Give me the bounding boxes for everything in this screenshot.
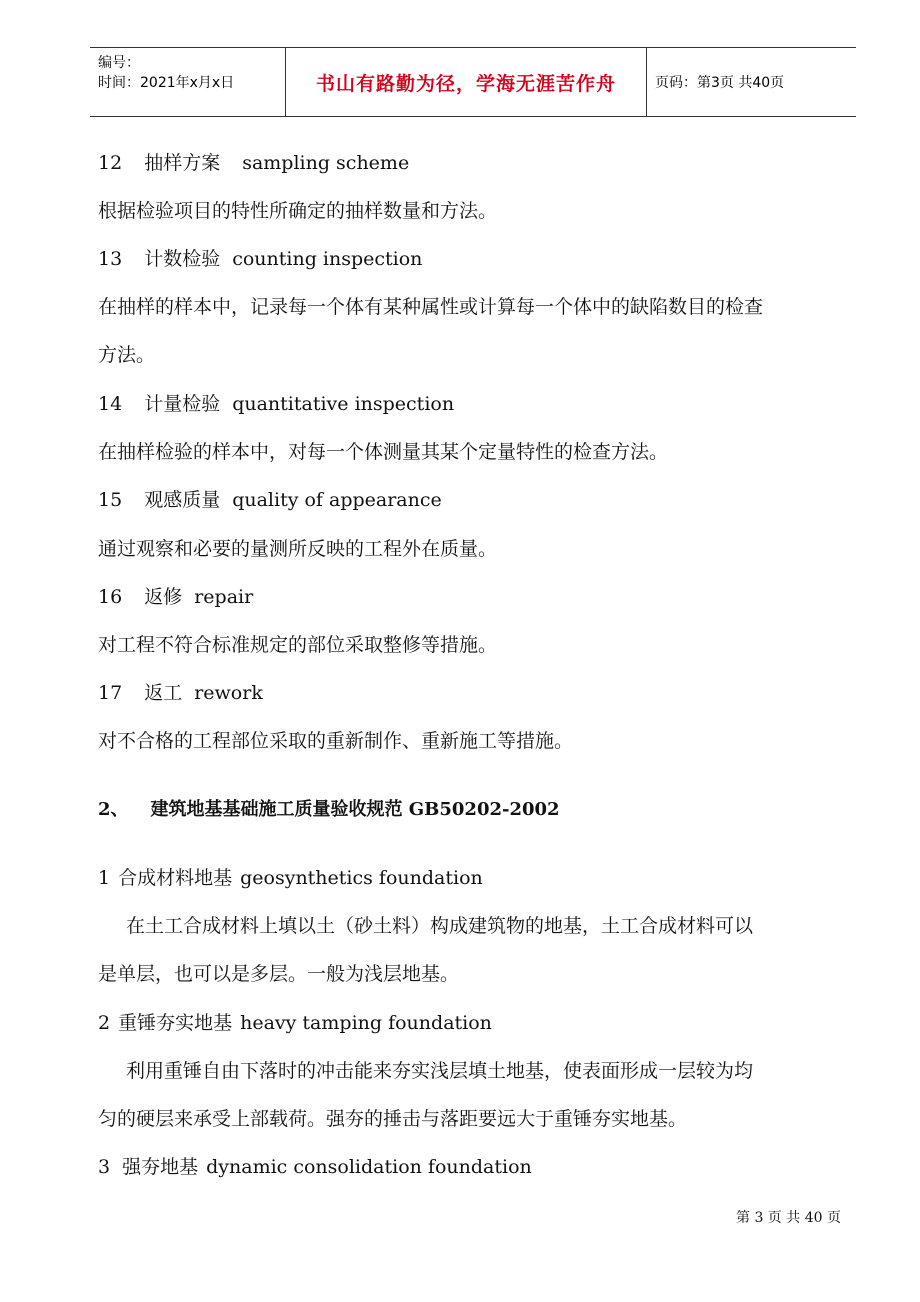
term-en: quantitative inspection — [232, 393, 455, 415]
subterm-heading — [98, 1011, 492, 1035]
subterm-number: 1 — [98, 867, 111, 889]
term-description: 对工程不符合标准规定的部位采取整修等措施。 — [98, 634, 498, 656]
header-motto-cell — [285, 48, 647, 116]
term-cn: 计数检验 — [144, 248, 221, 270]
term-description: 在抽样的样本中，记录每一个体有某种属性或计算每一个体中的缺陷数目的检查 — [98, 296, 764, 318]
term-number: 17 — [98, 682, 123, 704]
term-en: sampling scheme — [242, 152, 410, 174]
term-number: 16 — [98, 586, 123, 608]
term-cn: 观感质量 — [144, 489, 221, 511]
subterm-cn: 重锤夯实地基 — [118, 1012, 233, 1034]
time-label: 时间：2021年x月x日 — [98, 75, 235, 91]
section-title: 建筑地基基础施工质量验收规范 GB50202-2002 — [150, 799, 560, 820]
motto-text: 书山有路勤为径，学海无涯苦作舟 — [315, 72, 616, 95]
subterm-en: heavy tamping foundation — [240, 1012, 492, 1034]
page-info: 页码：第3页 共40页 — [655, 75, 785, 91]
page-header — [90, 47, 856, 117]
term-number: 15 — [98, 489, 123, 511]
subterm-cn: 强夯地基 — [122, 1156, 199, 1178]
page-footer: 第 3 页 共 40 页 — [736, 1210, 841, 1226]
serial-number-label: 编号： — [98, 55, 140, 71]
subterm-number: 2 — [98, 1012, 111, 1034]
term-cn: 返工 — [144, 682, 183, 704]
subterm-heading — [98, 1155, 532, 1179]
term-en: repair — [194, 586, 254, 608]
term-cn: 返修 — [144, 586, 183, 608]
term-description: 对不合格的工程部位采取的重新制作、重新施工等措施。 — [98, 730, 574, 752]
term-description: 在抽样检验的样本中，对每一个体测量其某个定量特性的检查方法。 — [98, 441, 669, 463]
term-description: 通过观察和必要的量测所反映的工程外在质量。 — [98, 538, 498, 560]
subterm-description: 在土工合成材料上填以土（砂土料）构成建筑物的地基，土工合成材料可以 — [126, 915, 754, 937]
term-description: 方法。 — [98, 344, 156, 366]
subterm-cn: 合成材料地基 — [118, 867, 233, 889]
term-en: quality of appearance — [232, 489, 442, 511]
term-number: 14 — [98, 393, 123, 415]
section-number: 2、 — [98, 799, 129, 820]
term-cn: 计量检验 — [144, 393, 221, 415]
subterm-description: 匀的硬层来承受上部载荷。强夯的捶击与落距要远大于重锤夯实地基。 — [98, 1108, 688, 1130]
term-cn: 抽样方案 — [144, 152, 221, 174]
term-heading — [98, 585, 253, 609]
subterm-description: 利用重锤自由下落时的冲击能来夯实浅层填土地基，使表面形成一层较为均 — [126, 1060, 754, 1082]
subterm-en: dynamic consolidation foundation — [206, 1156, 532, 1178]
subterm-description: 是单层，也可以是多层。一般为浅层地基。 — [98, 963, 460, 985]
term-description: 根据检验项目的特性所确定的抽样数量和方法。 — [98, 200, 498, 222]
subterm-number: 3 — [98, 1156, 111, 1178]
term-heading — [98, 392, 454, 416]
subterm-en: geosynthetics foundation — [240, 867, 483, 889]
term-heading — [98, 488, 442, 512]
subterm-heading — [98, 866, 483, 890]
term-heading — [98, 247, 422, 271]
term-number: 13 — [98, 248, 123, 270]
term-number: 12 — [98, 152, 123, 174]
term-en: counting inspection — [232, 248, 423, 270]
term-en: rework — [194, 682, 263, 704]
term-heading — [98, 151, 409, 175]
header-meta-cell — [90, 48, 285, 116]
term-heading — [98, 681, 263, 705]
header-page-cell — [647, 48, 856, 116]
section-heading — [98, 798, 560, 822]
